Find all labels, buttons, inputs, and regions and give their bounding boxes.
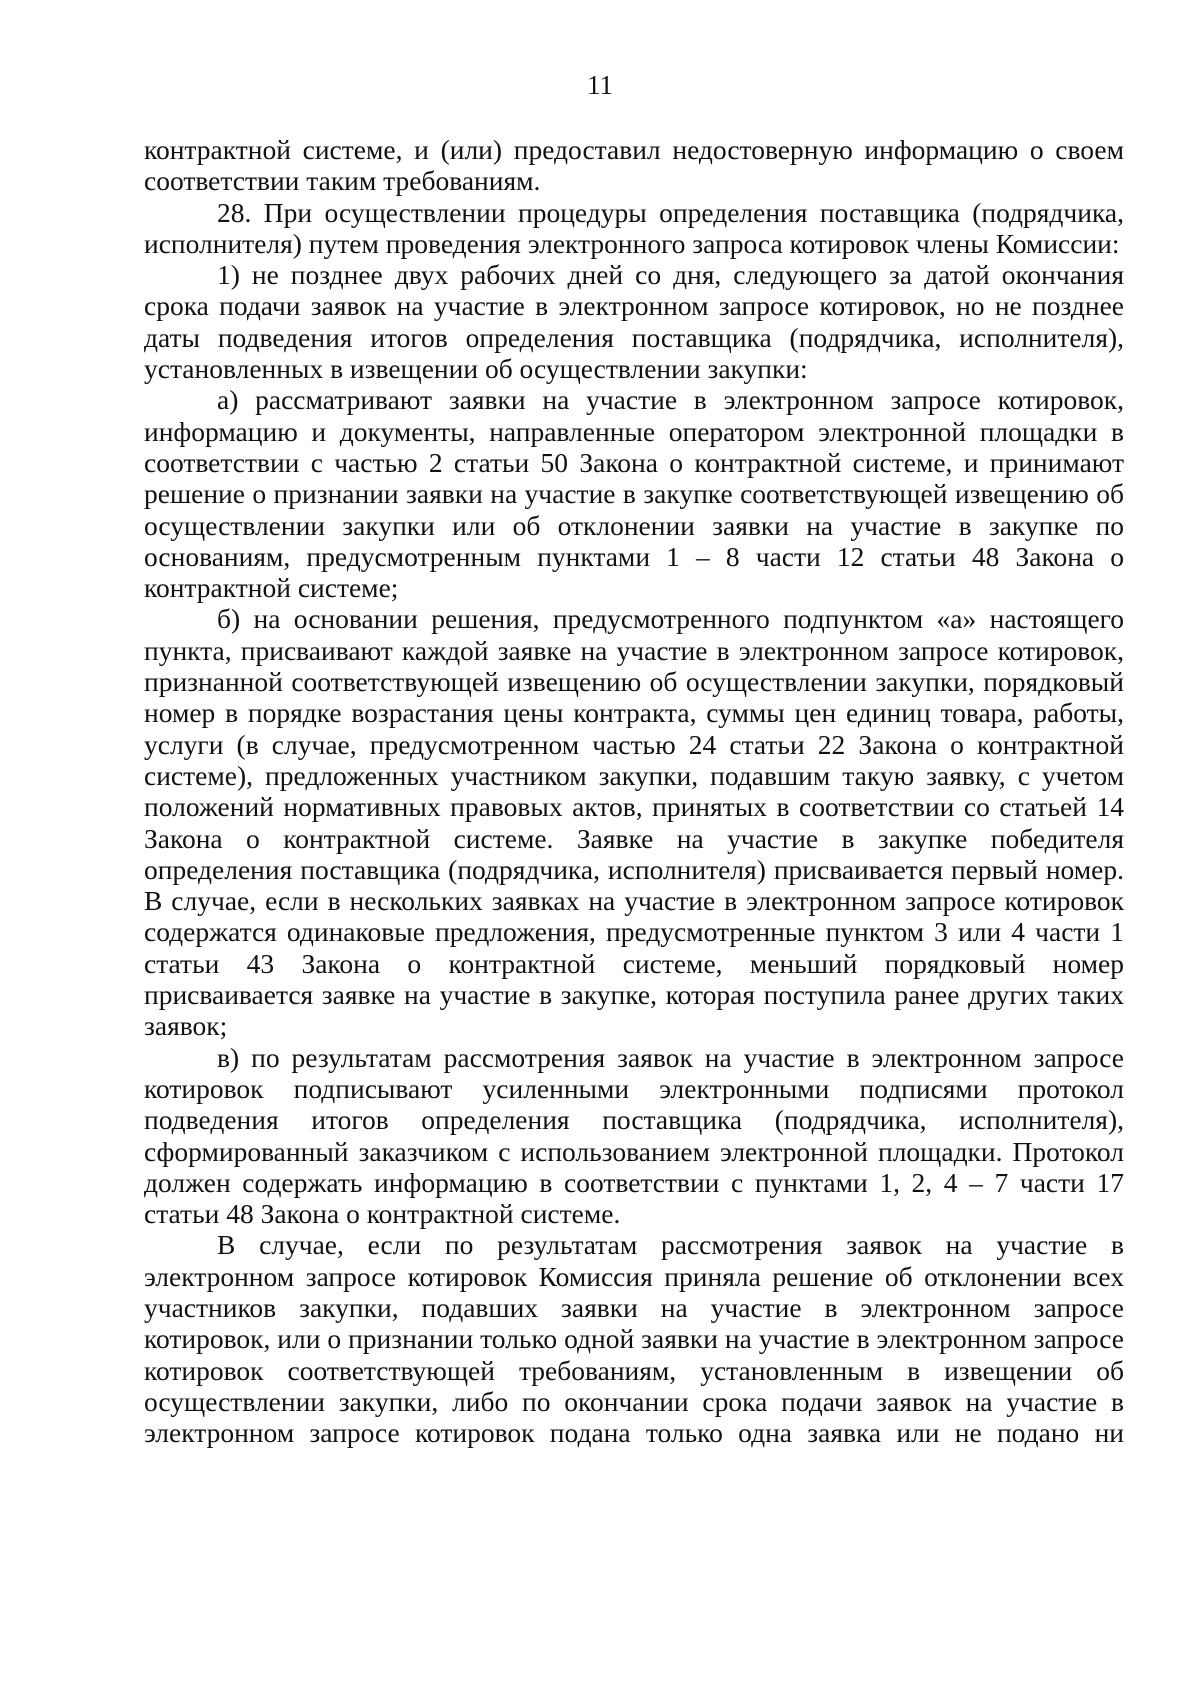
page-number: 11 xyxy=(587,70,613,100)
paragraph-subitem-a: а) рассматривают заявки на участие в электронном запросе котировок, информацию и документы, направленные оператором электронной площадки в соответствии с частью 2 статьи 50 Закона о контрактной системе, и принимают решение о признании заявки на участие в закупке соответствующей извещению об осуществлении закупки или об отклонении заявки на участие в закупке по основаниям, предусмотренным пунктами 1 – 8 части 12 статьи 48 Закона о контрактной системе; xyxy=(144,384,1124,604)
paragraph-item-28: 28. При осуществлении процедуры определения поставщика (подрядчика, исполнителя) путем проведения электронного запроса котировок члены Комиссии: xyxy=(144,196,1124,259)
paragraph-subitem-b: б) на основании решения, предусмотренного подпунктом «а» настоящего пункта, присваивают каждой заявке на участие в электронном запросе котировок, признанной соответствующей извещению об осуществлении закупки, порядковый номер в порядке возрастания цены контракта, суммы цен единиц товара, работы, услуги (в случае, предусмотренном частью 24 статьи 22 Закона о контрактной системе), предложенных участником закупки, подавшим такую заявку, с учетом положений нормативных правовых актов, принятых в соответствии со статьей 14 Закона о контрактной системе. Заявке на участие в закупке победителя определения поставщика (подрядчика, исполнителя) присваивается первый номер. В случае, если в нескольких заявках на участие в электронном запросе котировок содержатся одинаковые предложения, предусмотренные пунктом 3 или 4 части 1 статьи 43 Закона о контрактной системе, меньший порядковый номер присваивается заявке на участие в закупке, которая поступила ранее других таких заявок; xyxy=(144,603,1124,1042)
paragraph-v-sluchae: В случае, если по результатам рассмотрения заявок на участие в электронном запросе котировок Комиссия приняла решение об отклонении всех участников закупки, подавших заявки на участие в электронном запросе котировок, или о признании только одной заявки на участие в электронном запросе котировок соответствующей требованиям, установленным в извещении об осуществлении закупки, либо по окончании срока подачи заявок на участие в электронном запросе котировок подана только одна заявка или не подано ни xyxy=(144,1229,1124,1449)
document-body xyxy=(144,134,1124,1448)
paragraph-subitem-v: в) по результатам рассмотрения заявок на участие в электронном запросе котировок подписывают усиленными электронными подписями протокол подведения итогов определения поставщика (подрядчика, исполнителя), сформированный заказчиком с использованием электронной площадки. Протокол должен содержать информацию в соответствии с пунктами 1, 2, 4 – 7 части 17 статьи 48 Закона о контрактной системе. xyxy=(144,1041,1124,1230)
paragraph-subitem-1: 1) не позднее двух рабочих дней со дня, следующего за датой окончания срока подачи заявок на участие в электронном запросе котировок, но не позднее даты подведения итогов определения поставщика (подрядчика, исполнителя), установленных в извещении об осуществлении закупки: xyxy=(144,259,1124,385)
paragraph-continuation: контрактной системе, и (или) предоставил недостоверную информацию о своем соответствии таким требованиям. xyxy=(144,134,1124,197)
